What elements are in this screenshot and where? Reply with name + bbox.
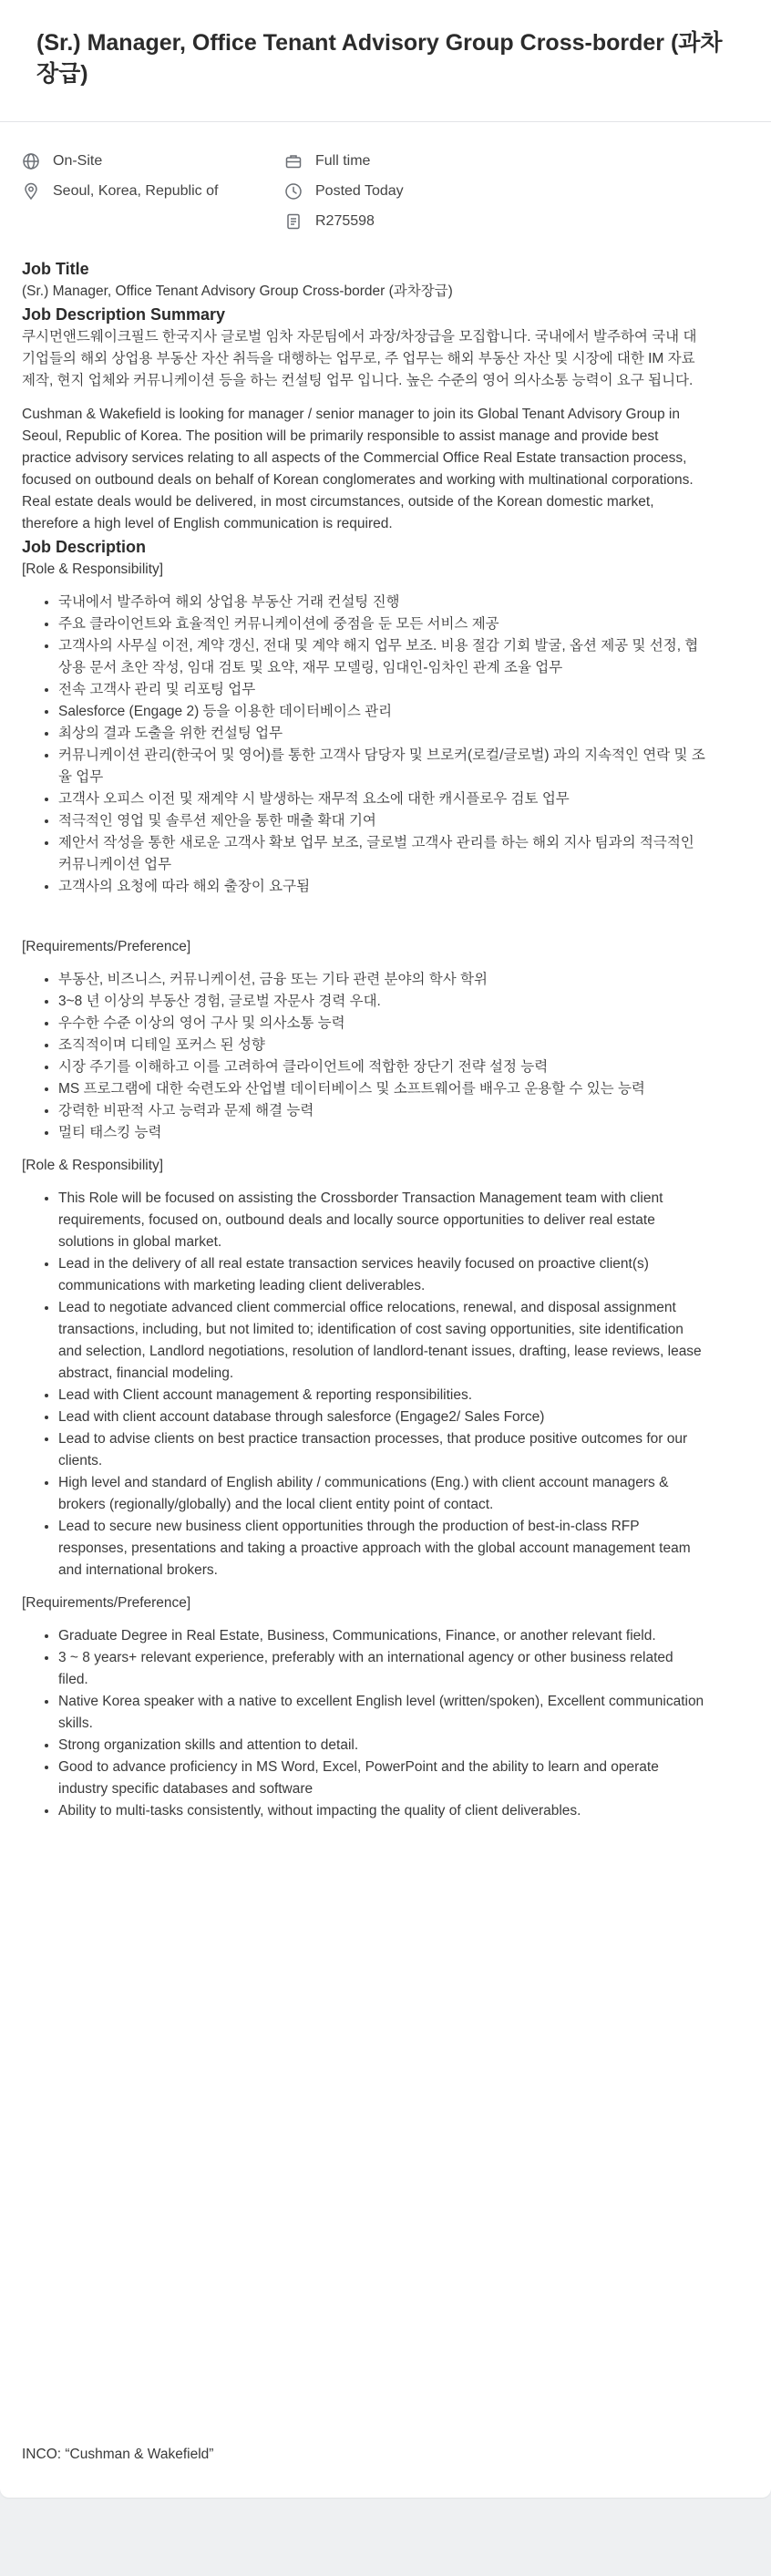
description-heading: Job Description <box>22 538 147 556</box>
list-item: • 3 ~ 8 years+ relevant experience, preferably with an international agency or other business related filed. <box>58 1647 705 1691</box>
job-title-heading: Job Title <box>22 260 89 278</box>
list-item: • 국내에서 발주하여 해외 상업용 부동산 거래 컨설팅 진행 <box>58 592 705 613</box>
list-item: • Native Korea speaker with a native to excellent English level (written/spoken), Excellent communication skills. <box>58 1691 705 1735</box>
list-item: • Ability to multi-tasks consistently, without impacting the quality of client deliverables. <box>58 1800 705 1822</box>
job-meta <box>22 151 751 239</box>
list-item: • 고객사 오피스 이전 및 재계약 시 발생하는 재무적 요소에 대한 캐시플로우 검토 업무 <box>58 788 705 810</box>
list-item: • Graduate Degree in Real Estate, Business, Communications, Finance, or another relevant field. <box>58 1625 705 1647</box>
requirements-list-en <box>22 1625 705 1822</box>
requirements-heading-ko: [Requirements/Preference] <box>22 939 191 954</box>
meta-time-type <box>284 151 370 171</box>
list-item: • High level and standard of English ability / communications (Eng.) with client account managers & brokers (regionally/globally) and the local client entity point of contact. <box>58 1472 705 1516</box>
role-heading-ko: [Role & Responsibility] <box>22 562 164 577</box>
list-item: • Good to advance proficiency in MS Word, Excel, PowerPoint and the ability to learn and operate industry specific databases and software <box>58 1757 705 1800</box>
requirements-list-ko <box>22 969 705 1144</box>
document-icon <box>284 212 303 231</box>
list-item: • 커뮤니케이션 관리(한국어 및 영어)를 통한 고객사 담당자 및 브로커(로컬/글로벌) 과의 지속적인 연락 및 조율 업무 <box>58 745 705 788</box>
list-item: • This Role will be focused on assisting the Crossborder Transaction Management team with client requirements, focused on, outbound deals and locally source opportunities to deliver real estate solutions in global market. <box>58 1188 705 1253</box>
list-item: • 고객사의 요청에 따라 해외 출장이 요구됨 <box>58 876 705 898</box>
list-item: • Lead to advise clients on best practice transaction processes, that produce positive outcomes for our clients. <box>58 1428 705 1472</box>
list-item: • 적극적인 영업 및 솔루션 제안을 통한 매출 확대 기여 <box>58 810 705 832</box>
meta-req-id <box>284 211 375 232</box>
posted-text: Posted Today <box>315 183 404 199</box>
list-item: • Lead to secure new business client opportunities through the production of best-in-class RFP responses, presentations and taking a proactive approach with the global account management team and international brokers. <box>58 1516 705 1582</box>
role-list-ko <box>22 592 705 898</box>
meta-location <box>22 181 218 201</box>
list-item: • Lead with Client account management & reporting responsibilities. <box>58 1385 705 1406</box>
job-description <box>22 257 705 1822</box>
summary-english: Cushman & Wakefield is looking for manager / senior manager to join its Global Tenant Advisory Group in Seoul, Republic of Korea. The position will be primarily responsible to assist manage and provide best practice advisory services relating to all aspects of the Commercial Office Real Estate transaction process, focused on outbound deals on behalf of Korean conglomerates and working with multinational corporations. Real estate deals would be delivered, in most circumstances, outside of the Korean domestic market, therefore a high level of English communication is required. <box>22 407 694 531</box>
list-item: • 3~8 년 이상의 부동산 경험, 글로벌 자문사 경력 우대. <box>58 991 705 1013</box>
list-item: • 시장 주기를 이해하고 이를 고려하여 클라이언트에 적합한 장단기 전략 설정 능력 <box>58 1056 705 1078</box>
list-item: • MS 프로그램에 대한 숙련도와 산업별 데이터베이스 및 소프트웨어를 배우고 운용할 수 있는 능력 <box>58 1078 705 1100</box>
list-item: • 멀티 태스킹 능력 <box>58 1122 705 1144</box>
meta-posted <box>284 181 404 201</box>
list-item: • Strong organization skills and attention to detail. <box>58 1735 705 1757</box>
location-pin-icon <box>22 182 40 201</box>
summary-korean: 쿠시먼앤드웨이크필드 한국지사 글로벌 임차 자문팀에서 과장/차장급을 모집합니다. 국내에서 발주하여 국내 대기업들의 해외 상업용 부동산 자산 취득을 대행하는 업무로, 주 업무는 해외 부동산 자산 및 시장에 대한 IM 자료 제작, 현지 업체와 커뮤니케이션 등을 하는 컨설팅 업무 입니다. 높은 수준의 영어 의사소통 능력이 요구 됩니다. <box>22 329 697 388</box>
list-item: • Lead in the delivery of all real estate transaction services heavily focused on proactive client(s) communications with marketing leading client deliverables. <box>58 1253 705 1297</box>
list-item: • 제안서 작성을 통한 새로운 고객사 확보 업무 보조, 글로벌 고객사 관리를 하는 해외 지사 팀과의 적극적인 커뮤니케이션 업무 <box>58 832 705 876</box>
job-header <box>0 0 771 122</box>
list-item: • 강력한 비판적 사고 능력과 문제 해결 능력 <box>58 1100 705 1122</box>
location-text: Seoul, Korea, Republic of <box>53 183 219 199</box>
list-item: • 고객사의 사무실 이전, 계약 갱신, 전대 및 계약 해지 업무 보조. 비용 절감 기회 발굴, 옵션 제공 및 선정, 협상용 문서 초안 작성, 임대 검토 및 요약, 재무 모델링, 임대인-임차인 관계 조율 업무 <box>58 635 705 679</box>
list-item: • Salesforce (Engage 2) 등을 이용한 데이터베이스 관리 <box>58 701 705 723</box>
inco-note: INCO: “Cushman & Wakefield” <box>22 2447 214 2462</box>
list-item: • 최상의 결과 도출을 위한 컨설팅 업무 <box>58 723 705 745</box>
list-item: • 부동산, 비즈니스, 커뮤니케이션, 금융 또는 기타 관련 분야의 학사 학위 <box>58 969 705 991</box>
list-item: • Lead to negotiate advanced client commercial office relocations, renewal, and disposal assignment transactions, including, but not limited to; identification of cost saving opportunities, site identification and selection, Landlord negotiations, resolution of landlord-tenant issues, drafting, lease reviews, lease abstract, financial modeling. <box>58 1297 705 1385</box>
time-type-text: Full time <box>315 153 371 169</box>
requirements-heading-en: [Requirements/Preference] <box>22 1595 191 1611</box>
list-item: • 우수한 수준 이상의 영어 구사 및 의사소통 능력 <box>58 1013 705 1035</box>
job-title-value: (Sr.) Manager, Office Tenant Advisory Group Cross-border (과차장급) <box>22 283 453 299</box>
globe-icon <box>22 152 40 170</box>
briefcase-icon <box>284 152 303 170</box>
clock-icon <box>284 182 303 201</box>
list-item: • Lead with client account database through salesforce (Engage2/ Sales Force) <box>58 1406 705 1428</box>
page-title: (Sr.) Manager, Office Tenant Advisory Group Cross-border (과차장급) <box>36 30 723 87</box>
list-item: • 전속 고객사 관리 및 리포팅 업무 <box>58 679 705 701</box>
role-list-en <box>22 1188 705 1582</box>
role-heading-en: [Role & Responsibility] <box>22 1158 164 1173</box>
req-id-text: R275598 <box>315 213 375 229</box>
location-type-text: On-Site <box>53 153 103 169</box>
meta-location-type <box>22 151 102 171</box>
list-item: • 조직적이며 디테일 포커스 된 성향 <box>58 1035 705 1056</box>
summary-heading: Job Description Summary <box>22 305 226 324</box>
list-item: • 주요 클라이언트와 효율적인 커뮤니케이션에 중점을 둔 모든 서비스 제공 <box>58 613 705 635</box>
